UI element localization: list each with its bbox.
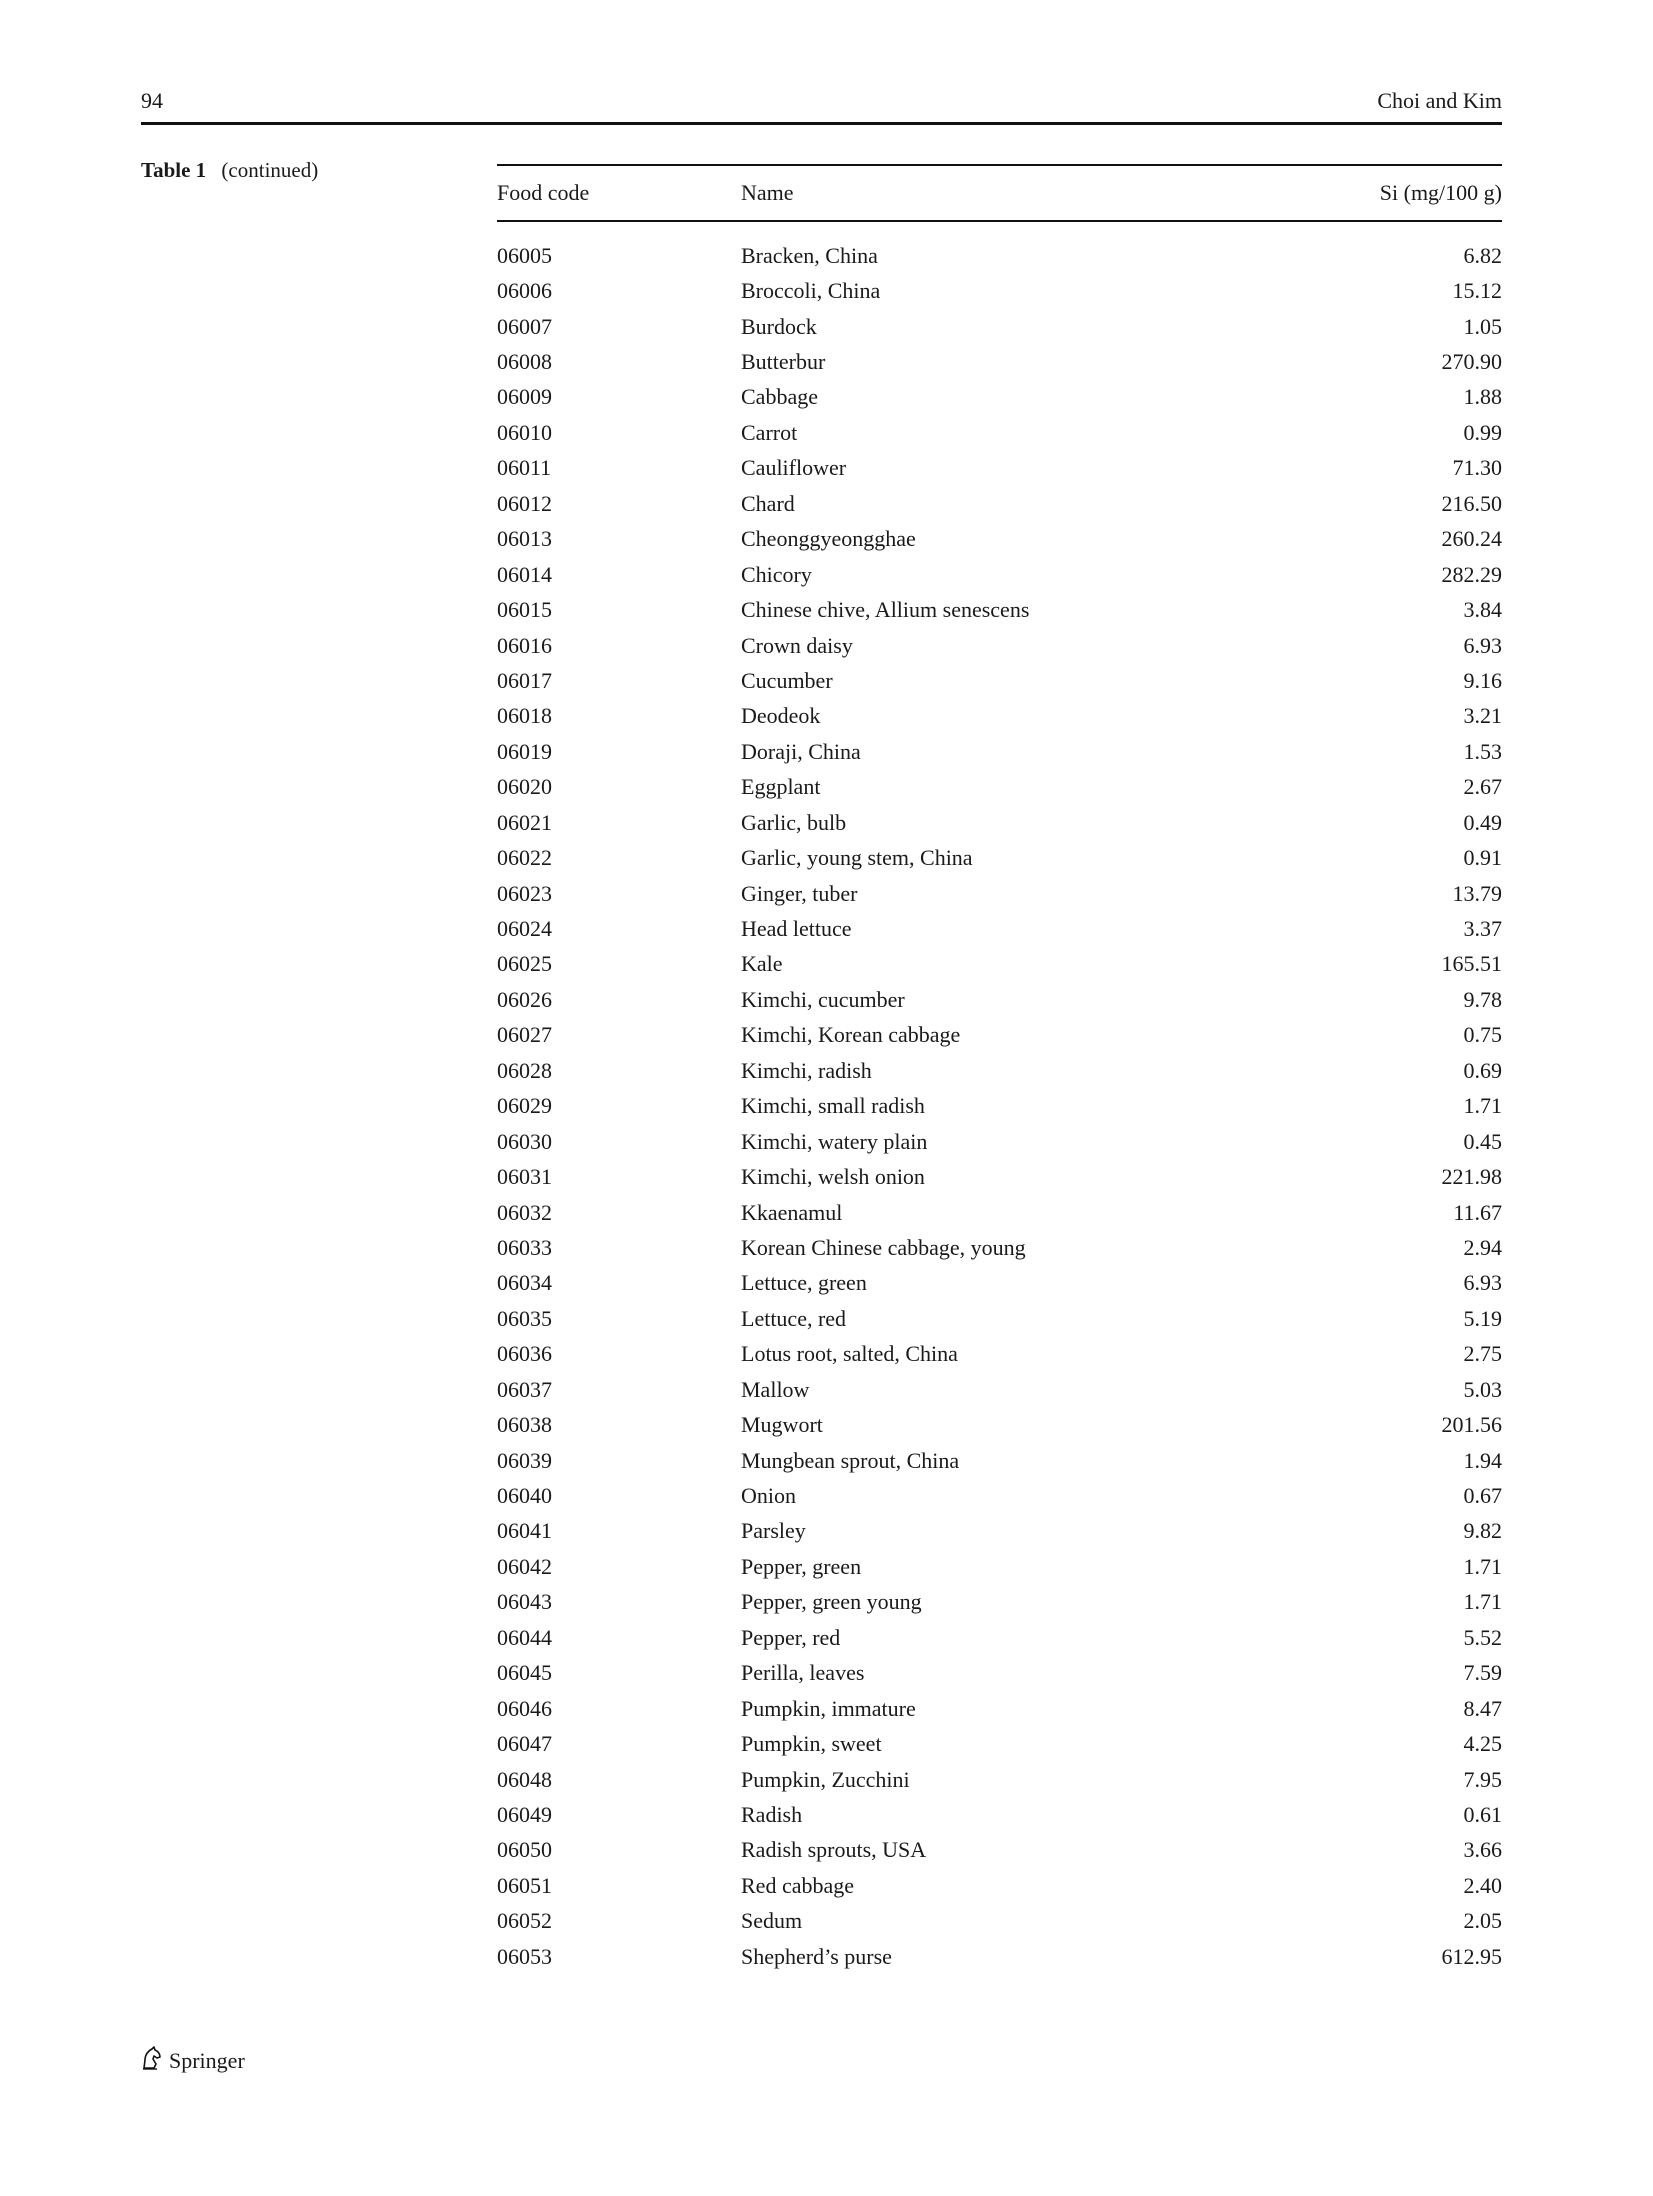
cell-si: 2.94 <box>1463 1234 1502 1260</box>
table-row <box>497 1904 1502 1939</box>
cell-food-code: 06035 <box>497 1305 552 1331</box>
cell-si: 3.66 <box>1463 1837 1502 1863</box>
table-row <box>497 344 1502 379</box>
cell-food-code: 06010 <box>497 419 552 445</box>
table-row <box>497 1549 1502 1584</box>
cell-si: 6.93 <box>1463 1270 1502 1296</box>
table-row <box>497 1301 1502 1336</box>
cell-si: 3.84 <box>1463 597 1502 623</box>
cell-food-code: 06049 <box>497 1801 552 1827</box>
cell-si: 282.29 <box>1441 561 1502 587</box>
cell-si: 1.88 <box>1463 384 1502 410</box>
table-spacer <box>497 221 1502 238</box>
cell-food-code: 06013 <box>497 526 552 552</box>
table-row <box>497 1159 1502 1194</box>
cell-si: 270.90 <box>1441 349 1502 375</box>
table-caption-label: Table 1 <box>141 158 207 182</box>
cell-name: Shepherd’s purse <box>741 1943 892 1969</box>
cell-si: 2.67 <box>1463 774 1502 800</box>
cell-name: Radish sprouts, USA <box>741 1837 927 1863</box>
publisher-name: Springer <box>169 2048 245 2073</box>
cell-food-code: 06016 <box>497 632 552 658</box>
cell-food-code: 06022 <box>497 845 552 871</box>
table-row <box>497 770 1502 805</box>
cell-si: 1.05 <box>1463 313 1502 339</box>
table-body <box>497 221 1502 1974</box>
cell-food-code: 06018 <box>497 703 552 729</box>
cell-si: 612.95 <box>1441 1943 1502 1969</box>
cell-name: Kimchi, watery plain <box>741 1128 928 1154</box>
column-header-name: Name <box>741 180 794 205</box>
cell-name: Cabbage <box>741 384 818 410</box>
table-row <box>497 1939 1502 1974</box>
cell-si: 165.51 <box>1441 951 1502 977</box>
cell-si: 15.12 <box>1452 278 1502 304</box>
cell-si: 5.03 <box>1463 1376 1502 1402</box>
table-row <box>497 1443 1502 1478</box>
cell-name: Ginger, tuber <box>741 880 858 906</box>
cell-si: 71.30 <box>1452 455 1502 481</box>
cell-food-code: 06053 <box>497 1943 552 1969</box>
cell-food-code: 06029 <box>497 1093 552 1119</box>
cell-si: 1.71 <box>1463 1553 1502 1579</box>
cell-name: Garlic, young stem, China <box>741 845 973 871</box>
cell-food-code: 06048 <box>497 1766 552 1792</box>
cell-food-code: 06015 <box>497 597 552 623</box>
cell-si: 201.56 <box>1441 1412 1502 1438</box>
cell-food-code: 06047 <box>497 1731 552 1757</box>
cell-food-code: 06023 <box>497 880 552 906</box>
table-row <box>497 734 1502 769</box>
cell-food-code: 06030 <box>497 1128 552 1154</box>
cell-name: Broccoli, China <box>741 278 881 304</box>
cell-si: 6.82 <box>1463 242 1502 268</box>
cell-si: 9.16 <box>1463 667 1502 693</box>
cell-food-code: 06025 <box>497 951 552 977</box>
cell-food-code: 06051 <box>497 1872 552 1898</box>
cell-name: Butterbur <box>741 349 826 375</box>
table-row <box>497 1478 1502 1513</box>
cell-food-code: 06036 <box>497 1341 552 1367</box>
table-row <box>497 1868 1502 1903</box>
table-row <box>497 1018 1502 1053</box>
cell-si: 0.99 <box>1463 419 1502 445</box>
cell-food-code: 06005 <box>497 242 552 268</box>
cell-si: 9.78 <box>1463 986 1502 1012</box>
cell-si: 5.52 <box>1463 1624 1502 1650</box>
table-row <box>497 1656 1502 1691</box>
cell-name: Kimchi, cucumber <box>741 986 905 1012</box>
cell-name: Chard <box>741 490 795 516</box>
table-row <box>497 380 1502 415</box>
table-row <box>497 1833 1502 1868</box>
cell-si: 1.71 <box>1463 1589 1502 1615</box>
cell-si: 3.37 <box>1463 916 1502 942</box>
springer-horse-icon <box>141 2046 169 2076</box>
cell-food-code: 06043 <box>497 1589 552 1615</box>
page-number: 94 <box>141 88 163 113</box>
table-row <box>497 415 1502 450</box>
cell-food-code: 06042 <box>497 1553 552 1579</box>
column-header-food-code: Food code <box>497 180 590 205</box>
table-row <box>497 451 1502 486</box>
table-row <box>497 1230 1502 1265</box>
cell-name: Kimchi, Korean cabbage <box>741 1022 961 1048</box>
cell-name: Eggplant <box>741 774 821 800</box>
cell-name: Head lettuce <box>741 916 852 942</box>
cell-name: Mungbean sprout, China <box>741 1447 960 1473</box>
cell-si: 3.21 <box>1463 703 1502 729</box>
table-caption-text: (continued) <box>221 158 319 182</box>
publisher-logo <box>141 2046 245 2076</box>
cell-food-code: 06021 <box>497 809 552 835</box>
cell-food-code: 06033 <box>497 1234 552 1260</box>
table-row <box>497 522 1502 557</box>
cell-si: 7.95 <box>1463 1766 1502 1792</box>
table-row <box>497 1053 1502 1088</box>
cell-name: Lettuce, green <box>741 1270 867 1296</box>
table-row <box>497 663 1502 698</box>
cell-food-code: 06044 <box>497 1624 552 1650</box>
table-row <box>497 1089 1502 1124</box>
cell-food-code: 06017 <box>497 667 552 693</box>
table-row <box>497 840 1502 875</box>
table-row <box>497 592 1502 627</box>
cell-food-code: 06046 <box>497 1695 552 1721</box>
cell-name: Korean Chinese cabbage, young <box>741 1234 1026 1260</box>
cell-si: 0.67 <box>1463 1483 1502 1509</box>
cell-si: 8.47 <box>1463 1695 1502 1721</box>
data-table <box>497 164 1502 1974</box>
table-row <box>497 1620 1502 1655</box>
cell-name: Burdock <box>741 313 817 339</box>
cell-si: 0.61 <box>1463 1801 1502 1827</box>
cell-food-code: 06039 <box>497 1447 552 1473</box>
cell-food-code: 06027 <box>497 1022 552 1048</box>
cell-food-code: 06052 <box>497 1908 552 1934</box>
cell-food-code: 06006 <box>497 278 552 304</box>
table-row <box>497 1372 1502 1407</box>
cell-food-code: 06032 <box>497 1199 552 1225</box>
table-row <box>497 1337 1502 1372</box>
cell-si: 0.75 <box>1463 1022 1502 1048</box>
cell-name: Red cabbage <box>741 1872 854 1898</box>
cell-si: 5.19 <box>1463 1305 1502 1331</box>
table-row <box>497 1266 1502 1301</box>
cell-si: 2.75 <box>1463 1341 1502 1367</box>
cell-food-code: 06034 <box>497 1270 552 1296</box>
table-row <box>497 557 1502 592</box>
cell-name: Cucumber <box>741 667 833 693</box>
cell-name: Parsley <box>741 1518 806 1544</box>
cell-name: Perilla, leaves <box>741 1660 865 1686</box>
table-row <box>497 1691 1502 1726</box>
cell-food-code: 06007 <box>497 313 552 339</box>
cell-name: Bracken, China <box>741 242 878 268</box>
table-row <box>497 486 1502 521</box>
table-row <box>497 1726 1502 1761</box>
table-row <box>497 911 1502 946</box>
cell-food-code: 06009 <box>497 384 552 410</box>
cell-name: Mugwort <box>741 1412 823 1438</box>
table-row <box>497 1124 1502 1159</box>
cell-food-code: 06014 <box>497 561 552 587</box>
table-header-row <box>497 165 1502 221</box>
cell-food-code: 06026 <box>497 986 552 1012</box>
cell-name: Lettuce, red <box>741 1305 847 1331</box>
cell-si: 0.49 <box>1463 809 1502 835</box>
cell-food-code: 06024 <box>497 916 552 942</box>
cell-name: Chicory <box>741 561 812 587</box>
cell-food-code: 06012 <box>497 490 552 516</box>
cell-food-code: 06050 <box>497 1837 552 1863</box>
table-row <box>497 1195 1502 1230</box>
table-row <box>497 1585 1502 1620</box>
cell-si: 4.25 <box>1463 1731 1502 1757</box>
cell-si: 0.91 <box>1463 845 1502 871</box>
cell-si: 6.93 <box>1463 632 1502 658</box>
table-row <box>497 1762 1502 1797</box>
table-row <box>497 876 1502 911</box>
cell-name: Chinese chive, Allium senescens <box>741 597 1030 623</box>
table-row <box>497 982 1502 1017</box>
table-row <box>497 273 1502 308</box>
cell-name: Kimchi, radish <box>741 1057 872 1083</box>
cell-si: 2.05 <box>1463 1908 1502 1934</box>
cell-name: Pepper, green young <box>741 1589 922 1615</box>
cell-si: 0.45 <box>1463 1128 1502 1154</box>
cell-si: 7.59 <box>1463 1660 1502 1686</box>
cell-si: 1.71 <box>1463 1093 1502 1119</box>
cell-si: 216.50 <box>1441 490 1502 516</box>
cell-food-code: 06011 <box>497 455 552 481</box>
table-row <box>497 238 1502 273</box>
cell-food-code: 06020 <box>497 774 552 800</box>
cell-name: Kkaenamul <box>741 1199 843 1225</box>
cell-si: 9.82 <box>1463 1518 1502 1544</box>
cell-name: Doraji, China <box>741 738 861 764</box>
header-rule <box>141 122 1502 125</box>
table-row <box>497 805 1502 840</box>
cell-name: Cheonggyeongghae <box>741 526 916 552</box>
cell-si: 260.24 <box>1441 526 1502 552</box>
cell-si: 11.67 <box>1453 1199 1502 1225</box>
cell-name: Mallow <box>741 1376 810 1402</box>
cell-si: 0.69 <box>1463 1057 1502 1083</box>
cell-food-code: 06031 <box>497 1164 552 1190</box>
cell-food-code: 06045 <box>497 1660 552 1686</box>
cell-food-code: 06040 <box>497 1483 552 1509</box>
cell-name: Carrot <box>741 419 798 445</box>
cell-name: Pepper, red <box>741 1624 841 1650</box>
table-row <box>497 699 1502 734</box>
cell-name: Pumpkin, Zucchini <box>741 1766 910 1792</box>
cell-food-code: 06028 <box>497 1057 552 1083</box>
cell-name: Onion <box>741 1483 796 1509</box>
cell-si: 2.40 <box>1463 1872 1502 1898</box>
cell-name: Kimchi, small radish <box>741 1093 925 1119</box>
cell-food-code: 06019 <box>497 738 552 764</box>
cell-name: Crown daisy <box>741 632 853 658</box>
table-row <box>497 1407 1502 1442</box>
cell-name: Kimchi, welsh onion <box>741 1164 925 1190</box>
column-header-si: Si (mg/100 g) <box>1379 180 1502 205</box>
cell-si: 221.98 <box>1441 1164 1502 1190</box>
table-row <box>497 947 1502 982</box>
cell-food-code: 06041 <box>497 1518 552 1544</box>
table-row <box>497 628 1502 663</box>
cell-si: 1.94 <box>1463 1447 1502 1473</box>
table-row <box>497 1514 1502 1549</box>
cell-name: Pumpkin, immature <box>741 1695 916 1721</box>
cell-name: Sedum <box>741 1908 803 1934</box>
table-caption <box>141 158 318 183</box>
cell-name: Lotus root, salted, China <box>741 1341 958 1367</box>
cell-name: Cauliflower <box>741 455 847 481</box>
cell-si: 1.53 <box>1463 738 1502 764</box>
cell-name: Radish <box>741 1801 803 1827</box>
cell-name: Pumpkin, sweet <box>741 1731 882 1757</box>
cell-food-code: 06008 <box>497 349 552 375</box>
cell-name: Pepper, green <box>741 1553 862 1579</box>
running-head: Choi and Kim <box>1377 88 1502 113</box>
cell-si: 13.79 <box>1452 880 1502 906</box>
cell-food-code: 06037 <box>497 1376 552 1402</box>
table-row <box>497 1797 1502 1832</box>
cell-food-code: 06038 <box>497 1412 552 1438</box>
cell-name: Kale <box>741 951 783 977</box>
table-row <box>497 309 1502 344</box>
cell-name: Deodeok <box>741 703 821 729</box>
cell-name: Garlic, bulb <box>741 809 847 835</box>
